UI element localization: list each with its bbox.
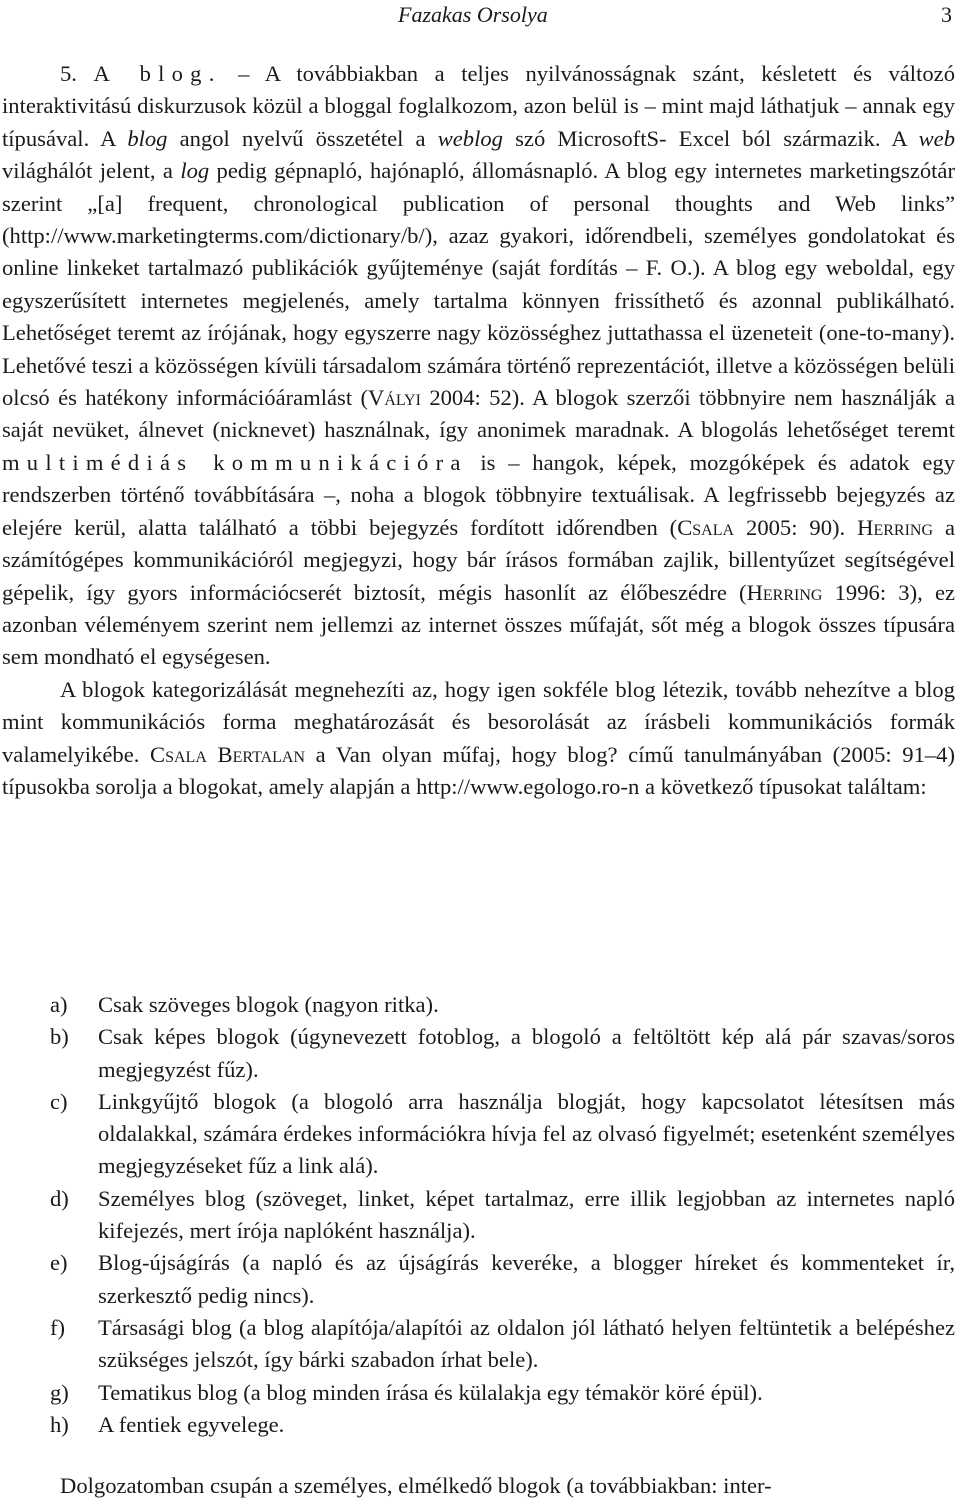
list-item bbox=[2, 989, 955, 1021]
list-item bbox=[2, 1377, 955, 1409]
list-item-text: A fentiek egyvelege. bbox=[98, 1411, 285, 1437]
term-web: web bbox=[918, 125, 955, 151]
list-item bbox=[2, 1409, 955, 1441]
list-marker: c) bbox=[50, 1088, 68, 1114]
paragraph-blog-definition: 5. A blog. – A továbbiakban a teljes nyilvánosságnak szánt, késletett és változó interaktivitású diskurzusok közül a bloggal foglalkozom, azon belül is – mint majd láthatjuk – annak egy típusával. A blog angol nyelvű összetétel a weblog szó MicrosoftS- Excel ból származik. A web világhálót jelent, a log pedig gépnapló, hajónapló, állomásnapló. A blog egy internetes marketingszótár szerint „[a] frequent, chronological publication of personal thoughts and Web links” (http://www.marketingterms.com/dictionary/b/), azaz gyakori, időrendbeli, személyes gondolatokat és online linkeket tartalmazó publikációk gyűjteménye (saját fordítás – F. O.). A blog egy weboldal, egy egyszerűsített internetes megjelenés, amely tartalma könnyen frissíthető és azonnal publikálható. Lehetőséget teremt az írójának, hogy egyszerre nagy közösséghez juttathassa el üzeneteit (one-to-many). Lehetővé teszi a közösségen kívüli társadalom számára történő reprezentációt, illetve a közösségen belüli olcsó és hatékony információáramlást (Vályi 2004: 52). A blogok szerzői többnyire nem használják a saját nevüket, álnevet (nicknevet) használnak, így anonimek maradnak. A blogolás lehetőséget teremt multimédiás kommunikációra is – hangok, képek, mozgóképek és adatok egy rendszerben történő továbbítására –, noha a blogok többnyire textuálisak. A legfrissebb bejegyzés az elejére kerül, alatta található a többi bejegyzés fordított időrendben (Csala 2005: 90). Herring a számítógépes kommunikációról megjegyzi, hogy bár írásos formában zajlik, billentyűzet segítségével gépelik, így gyors információcserét biztosít, mégis hasonlít az élőbeszédre (Herring 1996: 3), ez azonban véleményem szerint nem jellemzi az internet összes műfaját, sőt még a blogok összes típusára sem mondható el egységesen. bbox=[2, 61, 955, 670]
list-marker: d) bbox=[50, 1185, 69, 1211]
term-weblog: weblog bbox=[437, 125, 503, 151]
page-number: 3 bbox=[941, 2, 952, 27]
list-item-text: Társasági blog (a blog alapítója/alapítói az oldalon jól látható helyen feltüntetik a belépéshez szükséges jelszót, így bárki szabadon írhat bele). bbox=[98, 1314, 955, 1373]
list-item-text: Tematikus blog (a blog minden írása és külalakja egy témakör köré épül). bbox=[98, 1379, 763, 1405]
citation-author: Herring bbox=[746, 579, 823, 605]
blog-type-list bbox=[2, 989, 955, 1441]
list-item bbox=[2, 1183, 955, 1248]
list-item-text: Személyes blog (szöveget, linket, képet tartalmaz, erre illik legjobban az internetes napló kifejezés, mert írója naplóként használja). bbox=[98, 1185, 955, 1244]
list-item-text: Blog-újságírás (a napló és az újságírás keveréke, a blogger híreket és kommenteket ír, szerkesztő pedig nincs). bbox=[98, 1250, 955, 1308]
list-marker: a) bbox=[50, 992, 68, 1017]
citation-author: Vályi bbox=[368, 385, 421, 411]
list-item bbox=[2, 1247, 955, 1312]
citation-author: Csala bbox=[677, 514, 735, 540]
term-log: log bbox=[180, 158, 210, 184]
emphasis-spaced: multimédiás kommunikációra bbox=[2, 449, 468, 475]
list-item-text: Linkgyűjtő blogok (a blogoló arra használja blogját, hogy kapcsolatot létesítsen más oldalakkal, számára érdekes információkra hívja fel az olvasó figyelmét; esetenként személyes megjegyzéseket fűz a link alá). bbox=[98, 1088, 955, 1179]
list-item-text: Csak képes blogok (úgynevezett fotoblog, a blogoló a feltöltött kép alá pár szavas/soros megjegyzést fűz). bbox=[98, 1024, 955, 1082]
citation-author: Herring bbox=[857, 514, 934, 540]
list-marker: f) bbox=[50, 1314, 66, 1340]
running-author: Fazakas Orsolya bbox=[398, 2, 548, 27]
citation-author: Csala Bertalan bbox=[150, 741, 306, 767]
body-text bbox=[2, 58, 955, 803]
running-header bbox=[0, 2, 960, 30]
section-heading: A blog. bbox=[93, 61, 222, 86]
paragraph-closing: Dolgozatomban csupán a személyes, elmélkedő blogok (a továbbiakban: inter- bbox=[60, 1473, 772, 1498]
list-item bbox=[2, 1021, 955, 1086]
list-item bbox=[2, 1312, 955, 1377]
list-marker: g) bbox=[50, 1379, 69, 1405]
list-marker: e) bbox=[50, 1250, 68, 1276]
paragraph-blog-categories: A blogok kategorizálását megnehezíti az, hogy igen sokféle blog létezik, tovább nehezítve a blog mint kommunikációs forma meghatározását és besorolását az írásbeli kommunikációs formák valamelyikébe. Csala Bertalan a Van olyan műfaj, hogy blog? című tanulmányában (2005: 91–4) típusokba sorolja a blogokat, amely alapján a http://www.egologo.ro-n a következő típusokat találtam: bbox=[2, 676, 956, 799]
section-number: 5. bbox=[60, 61, 77, 86]
list-marker: b) bbox=[50, 1024, 69, 1050]
list-marker: h) bbox=[50, 1411, 69, 1437]
term-blog: blog bbox=[127, 125, 168, 151]
list-item bbox=[2, 1086, 955, 1183]
list-item-text: Csak szöveges blogok (nagyon ritka). bbox=[98, 992, 439, 1017]
